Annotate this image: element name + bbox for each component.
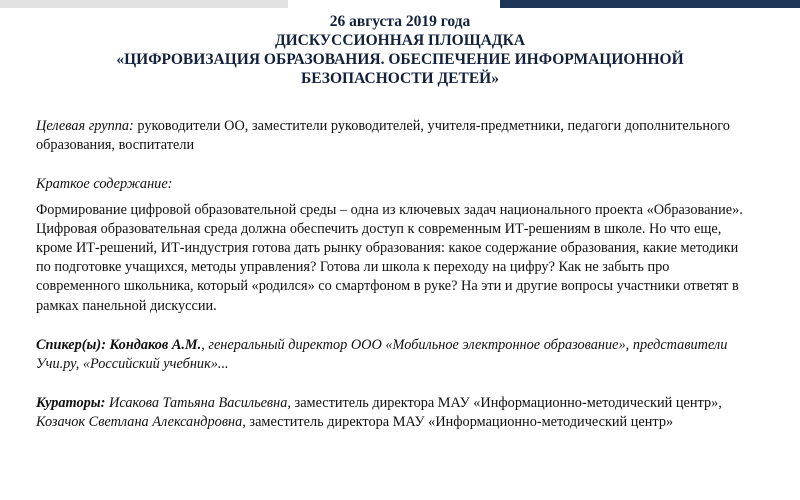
page-header bbox=[40, 12, 760, 88]
curator-2-name: Козачок Светлана Александровна, bbox=[36, 414, 246, 431]
speakers-paragraph bbox=[36, 336, 756, 374]
speakers-text: , генеральный директор ООО «Мобильное электронное образование», представители Учи.ру, «Российский учебник»... bbox=[36, 336, 728, 373]
event-title-line-1: «ЦИФРОВИЗАЦИЯ ОБРАЗОВАНИЯ. ОБЕСПЕЧЕНИЕ ИНФОРМАЦИОННОЙ bbox=[116, 51, 684, 68]
target-group-text: руководители ОО, заместители руководителей, учителя-предметники, педагоги дополнительного образования, воспитатели bbox=[36, 118, 730, 154]
curator-2-role: заместитель директора МАУ «Информационно-методический центр» bbox=[245, 414, 674, 431]
event-date: 26 августа 2019 года bbox=[329, 13, 471, 30]
speakers-label: Спикер(ы): Кондаков А.М. bbox=[36, 336, 202, 353]
summary-label: Краткое содержание: bbox=[36, 176, 173, 193]
summary-text: Формирование цифровой образовательной среды – одна из ключевых задач национального проекта «Образование». Цифровая образовательная среда должна обеспечить доступ к современным ИТ-решениям в школе. Но что еще, кроме ИТ-решений, ИТ-индустрия готова дать рынку образования: какое содержание образования, какие методики по подготовке учащихся, методы управления? Готова ли школа к переходу на цифру? Как не забыть про современного школьника, который «родился» со смартфоном в руке? На эти и другие вопросы участники ответят в рамках панельной дискуссии. bbox=[36, 201, 743, 314]
event-type: ДИСКУССИОННАЯ ПЛОЩАДКА bbox=[274, 32, 526, 49]
target-group-paragraph bbox=[36, 117, 756, 155]
event-description bbox=[36, 117, 756, 453]
curators-label: Кураторы: bbox=[36, 395, 106, 412]
target-group-label: Целевая группа: bbox=[36, 118, 134, 134]
top-bar-right bbox=[500, 0, 800, 8]
curator-1-name: Исакова Татьяна Васильевна, bbox=[105, 395, 291, 412]
curators-paragraph bbox=[36, 394, 756, 432]
summary-section bbox=[36, 175, 756, 315]
target-group-section bbox=[36, 117, 756, 155]
top-bar-left bbox=[0, 0, 288, 8]
speakers-section bbox=[36, 336, 756, 374]
curator-1-role: заместитель директора МАУ «Информационно-методический центр», bbox=[290, 395, 722, 412]
curators-section bbox=[36, 394, 756, 432]
event-title-line-2: БЕЗОПАСНОСТИ ДЕТЕЙ» bbox=[301, 70, 499, 87]
